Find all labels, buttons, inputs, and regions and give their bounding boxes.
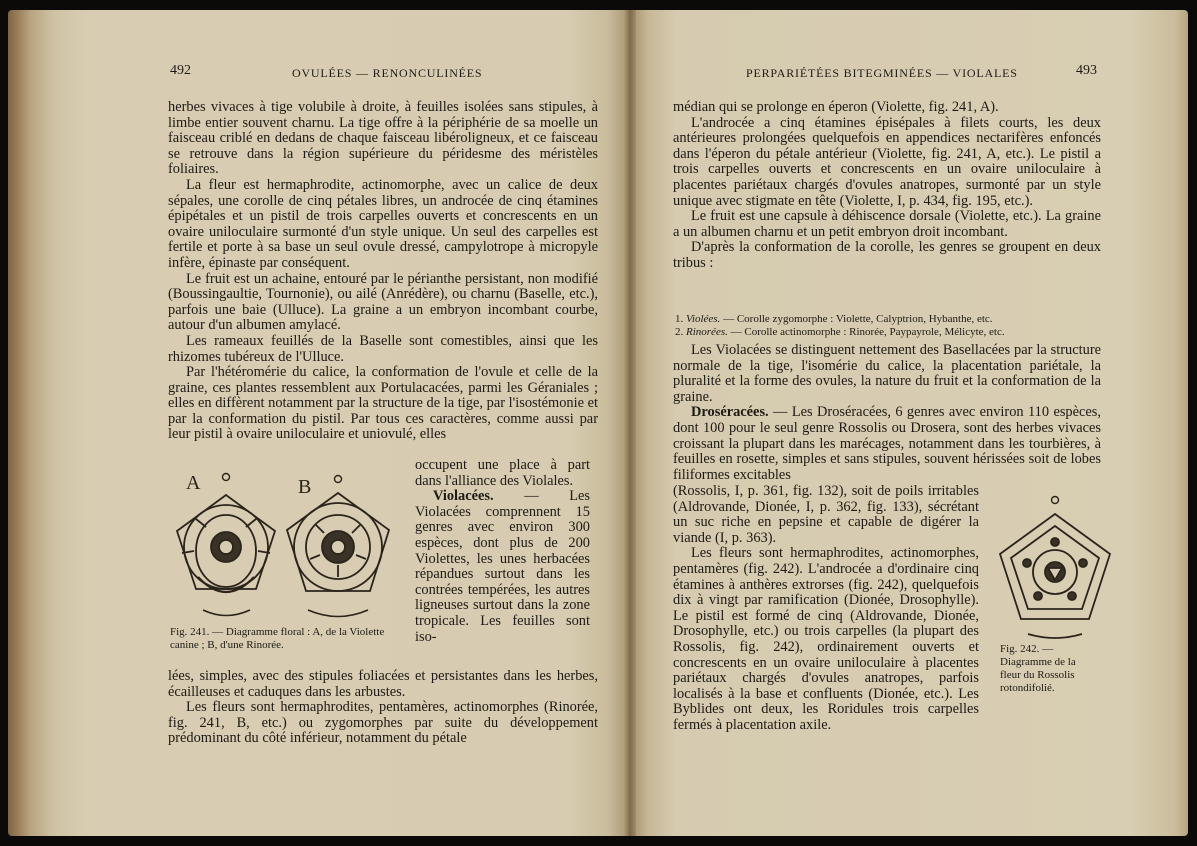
figure-label-a: A: [186, 472, 201, 494]
running-head-left: OVULÉES — RENONCULINÉES: [292, 66, 483, 80]
section-heading-droseracees: Droséracées.: [691, 404, 769, 421]
left-top-text: [168, 100, 598, 443]
tribe-number: 2.: [675, 326, 684, 338]
droseracees-paragraph: [673, 405, 1101, 483]
paragraph: L'androcée a cinq étamines épisépales à filets courts, les deux antérieures prolongées quelquefois en appendices nectarifères enfoncés dans l'éperon du pétale antérieur (Violette, fig. 241, A, etc.). Le pistil a trois carpelles ouverts et concrescents en un ovaire uniloculaire à placentes pariétaux chargés d'ovules anatropes, surmonté par un style unique avec stigmate en tête (Violette, I, p. 434, fig. 195, etc.).: [673, 114, 1101, 209]
paragraph: Les fleurs sont hermaphrodites, actinomorphes, pentamères (fig. 242). L'androcée a d'ordinaire cinq étamines à anthères extrorses (fig. 242), quelquefois dix à vingt par ramification (Dionée, Drosophylle). Le pistil est formé de cinq (Aldrovande, Dionée, Drosophylle, etc.) ou trois carpelles (la plupart des Rossolis, fig. 242), ordinairement ouverts et concrescents en un ovaire uniloculaire à placentes pariétaux chargés d'ovules anatropes, parfois localisés à la base et confluents (Dionée, etc.). Les Byblides ont deux, les Roridules trois carpelles fermés à placentation axile.: [673, 545, 979, 733]
paragraph: médian qui se prolonge en éperon (Violette, fig. 241, A).: [673, 99, 999, 115]
paragraph: Le fruit est un achaine, entouré par le périanthe persistant, non modifié (Boussingaultie, Tournonie), ou ailé (Anrédère), ou charnu (Baselle, etc.), parfois une baie (Ulluce). La graine a un embryon incombant courbe, autour d'un albumen amylacé.: [168, 270, 598, 334]
paragraph: lées, simples, avec des stipules foliacées et persistantes dans les herbes, écailleuses et caduques dans les arbustes.: [168, 668, 598, 700]
paragraph: D'après la conformation de la corolle, les genres se groupent en deux tribus :: [673, 239, 1101, 271]
floral-diagram-figure-241: [168, 465, 398, 625]
tribe-item: [675, 326, 1005, 339]
paragraph: Le fruit est une capsule à déhiscence dorsale (Violette, etc.). La graine a un albumen charnu et un petit embryon droit incombant.: [673, 208, 1101, 240]
running-head-right: PERPARIÉTÉES BITEGMINÉES — VIOLALES: [746, 66, 1018, 80]
section-heading-violacees: Violacées.: [433, 488, 494, 505]
right-top-text: [673, 100, 1101, 272]
figure-241-caption: Fig. 241. — Diagramme floral : A, de la Violette canine ; B, d'une Rinorée.: [170, 626, 385, 651]
book-gutter: [624, 10, 636, 836]
figure-242-caption: Fig. 242. — Diagramme de la fleur du Rossolis rotondifolié.: [1000, 643, 1076, 694]
tribe-item: [675, 313, 993, 326]
floral-diagram-figure-242: [996, 492, 1116, 642]
paragraph: (Rossolis, I, p. 361, fig. 132), soit de poils irritables (Aldrovande, Dionée, I, p. 362, fig. 133), sécrétant un suc riche en pepsine et capable de digérer la viande (I, p. 363).: [673, 483, 979, 546]
tribe-name: Rinorées.: [686, 326, 728, 338]
tribe-number: 1.: [675, 313, 684, 325]
violacees-text: — Les Violacées comprennent 15 genres avec environ 300 espèces, dont plus de 200 Violettes, les unes herbacées répandues surtout dans les contrées tempérées, les autres ligneuses surtout dans la zone tropicale. Les feuilles sont iso-: [415, 488, 590, 645]
left-side-column: [415, 458, 590, 645]
violacees-paragraph: [415, 489, 590, 645]
page-number-left: 492: [170, 63, 191, 78]
figure-label-b: B: [298, 476, 312, 498]
page-number-right: 493: [1076, 63, 1097, 78]
tribe-description: — Corolle zygomorphe : Violette, Calyptrion, Hybanthe, etc.: [720, 313, 993, 325]
paragraph: occupent une place à part dans l'alliance des Violales.: [415, 457, 590, 489]
left-bottom-text: [168, 669, 598, 747]
paragraph: Les rameaux feuillés de la Baselle sont comestibles, ainsi que les rhizomes tubéreux de l'Ulluce.: [168, 332, 598, 365]
paragraph: Les fleurs sont hermaphrodites, pentamères, actinomorphes (Rinorée, fig. 241, B, etc.) ou zygomorphes par suite du développement prédominant du côté inférieur, notamment du pétale: [168, 699, 598, 747]
paragraph: Par l'hétéromérie du calice, la conformation de l'ovule et celle de la graine, ces plantes ressemblent aux Portulacacées, parmi les Géraniales ; elles en diffèrent notamment par la structure de la tige, par l'isostémonie et par la conformation du pistil. Par tous ces caractères, comme aussi par leur pistil à ovaire uniloculaire et uniovulé, elles: [168, 364, 598, 443]
droseracees-text: — Les Droséracées, 6 genres avec environ 110 espèces, dont 100 pour le seul genre Rossolis ou Drosera, sont des herbes vivaces croissant la plupart dans les marécages, notamment dans les tourbières, à feuilles en rosette, simples et sans stipules, souvent hérissées soit de lobes filiformes excitables: [673, 404, 1101, 483]
paragraph: La fleur est hermaphrodite, actinomorphe, avec un calice de deux sépales, une corolle de cinq pétales libres, un androcée de cinq étamines épipétales et un pistil de trois carpelles ouverts et concrescents en un ovaire uniloculaire surmonté d'un style unique. Un seul des carpelles est fertile et porte à sa base un seul ovule dressé, campylotrope à micropyle infère, épinaste par conséquent.: [168, 176, 598, 271]
paragraph: herbes vivaces à tige volubile à droite, à feuilles isolées sans stipules, à limbe entier souvent charnu. La tige offre à la périphérie de sa moelle un faisceau criblé en dedans de chaque faisceau libéroligneux, et ce faisceau se retrouve dans la région supérieure du péridesme des méristèles foliaires.: [168, 99, 598, 178]
paragraph: Les Violacées se distinguent nettement des Basellacées par la structure normale de la tige, l'isomérie du calice, la placentation pariétale, la pluralité et la forme des ovules, la nature du fruit et la conformation de la graine.: [673, 342, 1101, 405]
right-middle-text: [673, 343, 1101, 483]
tribe-name: Violées.: [686, 313, 721, 325]
tribe-description: — Corolle actinomorphe : Rinorée, Paypayrole, Mélicyte, etc.: [727, 326, 1005, 338]
right-side-column: [673, 484, 979, 734]
